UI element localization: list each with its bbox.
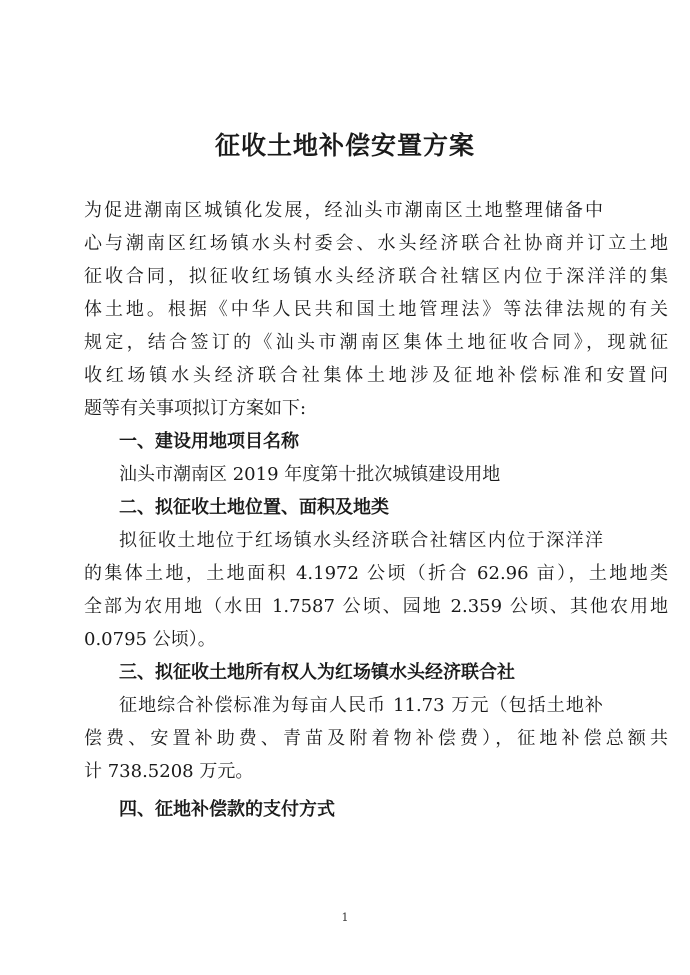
section3-heading: 三、拟征收土地所有权人为红场镇水头经济联合社 xyxy=(119,662,515,683)
section2-line-3: 全部为农用地（水田 1.7587 公顷、园地 2.359 公顷、其他农用地 xyxy=(84,596,668,617)
section3-line-1: 征地综合补偿标准为每亩人民币 11.73 万元（包括土地补 xyxy=(119,695,603,716)
intro-line-3: 征收合同，拟征收红场镇水头经济联合社辖区内位于深洋洋的集 xyxy=(84,266,668,287)
section3-line-3: 计 738.5208 万元。 xyxy=(84,761,254,782)
section2-line-2: 的集体土地，土地面积 4.1972 公顷（折合 62.96 亩），土地地类 xyxy=(84,563,668,584)
section3-line-2: 偿费、安置补助费、青苗及附着物补偿费），征地补偿总额共 xyxy=(84,728,668,749)
section2-line-4: 0.0795 公顷）。 xyxy=(84,629,216,650)
intro-line-4: 体土地。根据《中华人民共和国土地管理法》等法律法规的有关 xyxy=(84,299,668,320)
section4-heading: 四、征地补偿款的支付方式 xyxy=(119,799,335,820)
intro-line-6: 收红场镇水头经济联合社集体土地涉及征地补偿标准和安置问 xyxy=(84,365,668,386)
section2-line-1: 拟征收土地位于红场镇水头经济联合社辖区内位于深洋洋 xyxy=(119,530,603,551)
intro-line-7: 题等有关事项拟订方案如下: xyxy=(84,398,307,419)
document-title: 征收土地补偿安置方案 xyxy=(214,131,475,160)
intro-line-2: 心与潮南区红场镇水头村委会、水头经济联合社协商并订立土地 xyxy=(84,233,668,254)
intro-line-5: 规定，结合签订的《汕头市潮南区集体土地征收合同》，现就征 xyxy=(84,332,668,353)
intro-line-1: 为促进潮南区城镇化发展，经汕头市潮南区土地整理储备中 xyxy=(84,200,603,221)
section1-line-1: 汕头市潮南区 2019 年度第十批次城镇建设用地 xyxy=(119,464,501,485)
section1-heading: 一、建设用地项目名称 xyxy=(119,431,299,452)
page-number: 1 xyxy=(341,911,349,924)
section2-heading: 二、拟征收土地位置、面积及地类 xyxy=(119,497,389,518)
